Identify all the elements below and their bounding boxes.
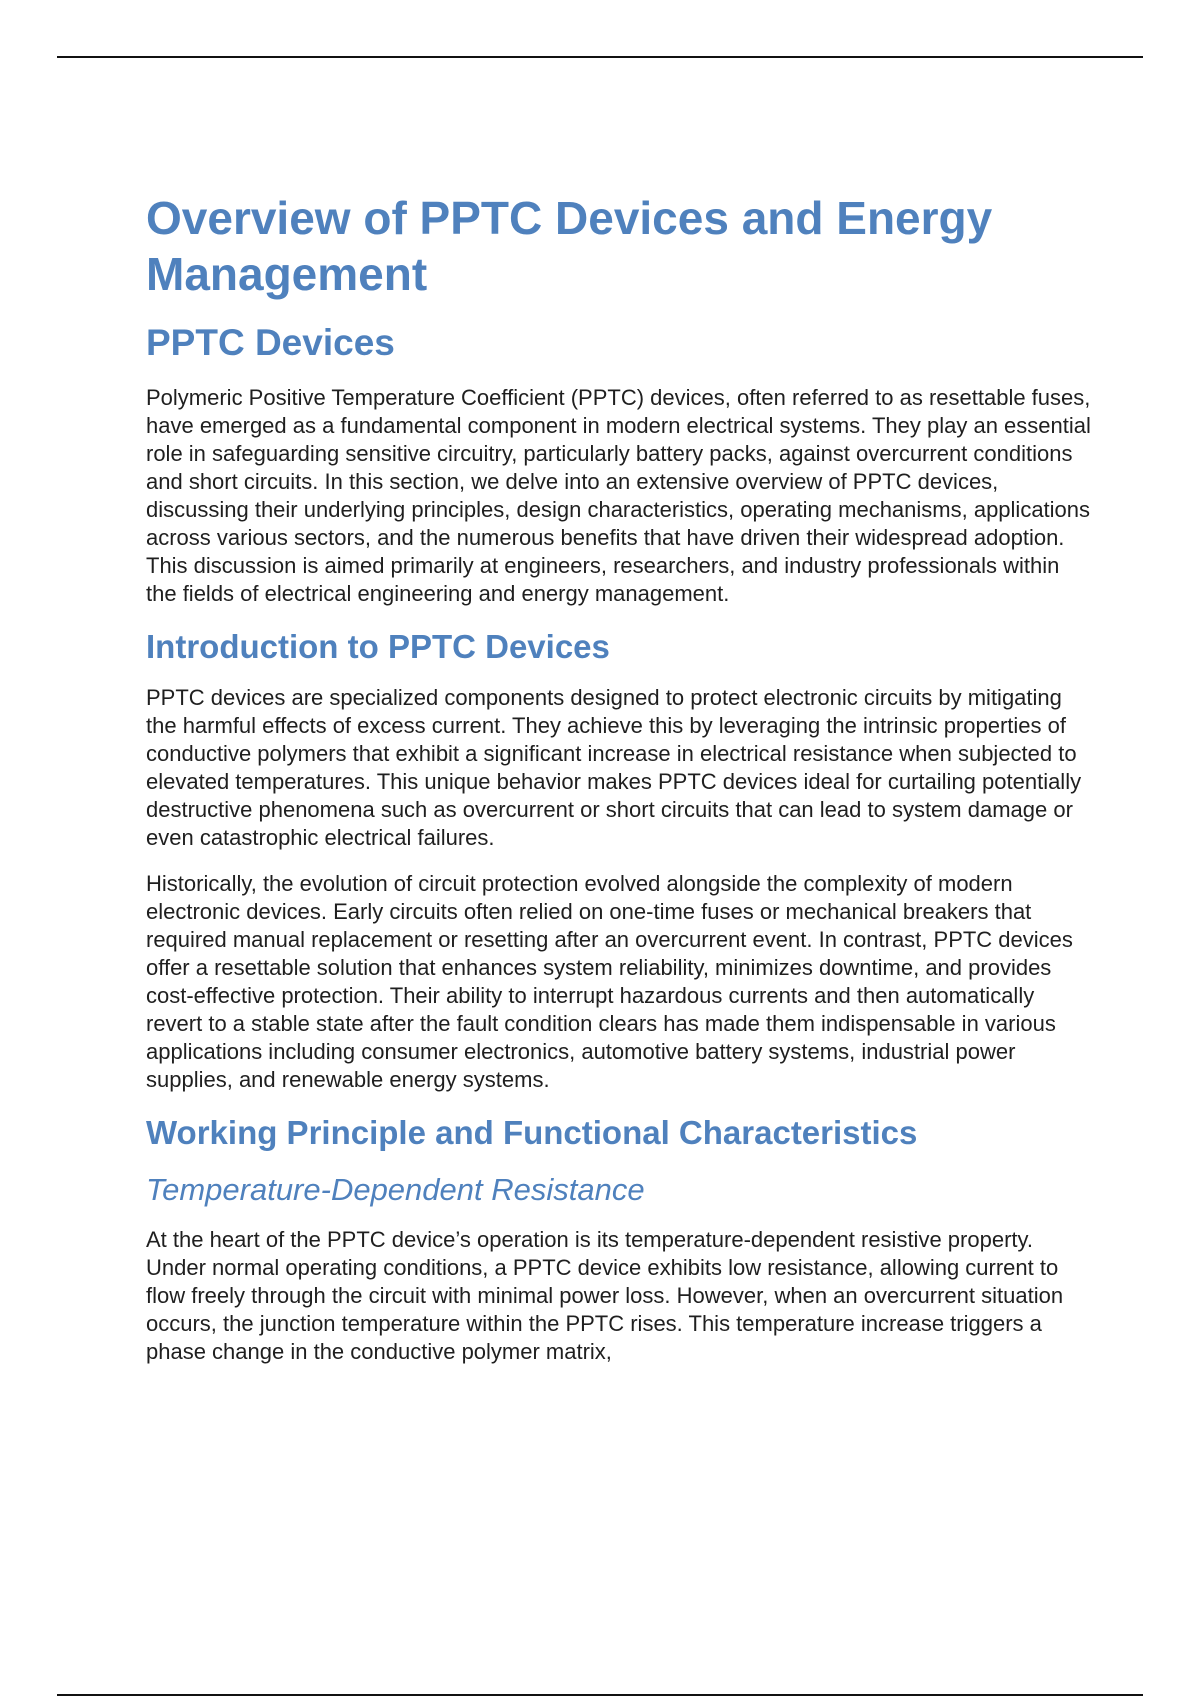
document-title: Overview of PPTC Devices and Energy Management <box>146 192 993 300</box>
section-heading-introduction: Introduction to PPTC Devices <box>146 628 610 665</box>
header-rule <box>57 56 1143 58</box>
paragraph-pptc-overview: Polymeric Positive Temperature Coefficient (PPTC) devices, often referred to as resettable fuses, have emerged as a fundamental component in modern electrical systems. They play an essential role in safeguarding sensitive circuitry, particularly battery packs, against overcurrent conditions and short circuits. In this section, we delve into an extensive overview of PPTC devices, discussing their underlying principles, design characteristics, operating mechanisms, applications across various sectors, and the numerous benefits that have driven their widespread adoption. This discussion is aimed primarily at engineers, researchers, and industry professionals within the fields of electrical engineering and energy management. <box>146 385 1091 606</box>
paragraph-introduction-2: Historically, the evolution of circuit protection evolved alongside the complexity of modern electronic devices. Early circuits often relied on one-time fuses or mechanical breakers that required manual replacement or resetting after an overcurrent event. In contrast, PPTC devices offer a resettable solution that enhances system reliability, minimizes downtime, and provides cost-effective protection. Their ability to interrupt hazardous currents and then automatically revert to a stable state after the fault condition clears has made them indispensable in various applications including consumer electronics, automotive battery systems, industrial power supplies, and renewable energy systems. <box>146 871 1073 1092</box>
section-heading-pptc-devices: PPTC Devices <box>146 322 395 363</box>
document-body <box>146 190 1096 1384</box>
section-heading-working-principle: Working Principle and Functional Characteristics <box>146 1114 918 1151</box>
footer-rule <box>57 1694 1143 1696</box>
subheading-temperature-dependent-resistance: Temperature-Dependent Resistance <box>146 1172 645 1207</box>
paragraph-introduction-1: PPTC devices are specialized components designed to protect electronic circuits by mitigating the harmful effects of excess current. They achieve this by leveraging the intrinsic properties of conductive polymers that exhibit a significant increase in electrical resistance when subjected to elevated temperatures. This unique behavior makes PPTC devices ideal for curtailing potentially destructive phenomena such as overcurrent or short circuits that can lead to system damage or even catastrophic electrical failures. <box>146 685 1082 850</box>
paragraph-working-principle: At the heart of the PPTC device’s operation is its temperature-dependent resistive property. Under normal operating conditions, a PPTC device exhibits low resistance, allowing current to flow freely through the circuit with minimal power loss. However, when an overcurrent situation occurs, the junction temperature within the PPTC rises. This temperature increase triggers a phase change in the conductive polymer matrix, <box>146 1227 1064 1364</box>
